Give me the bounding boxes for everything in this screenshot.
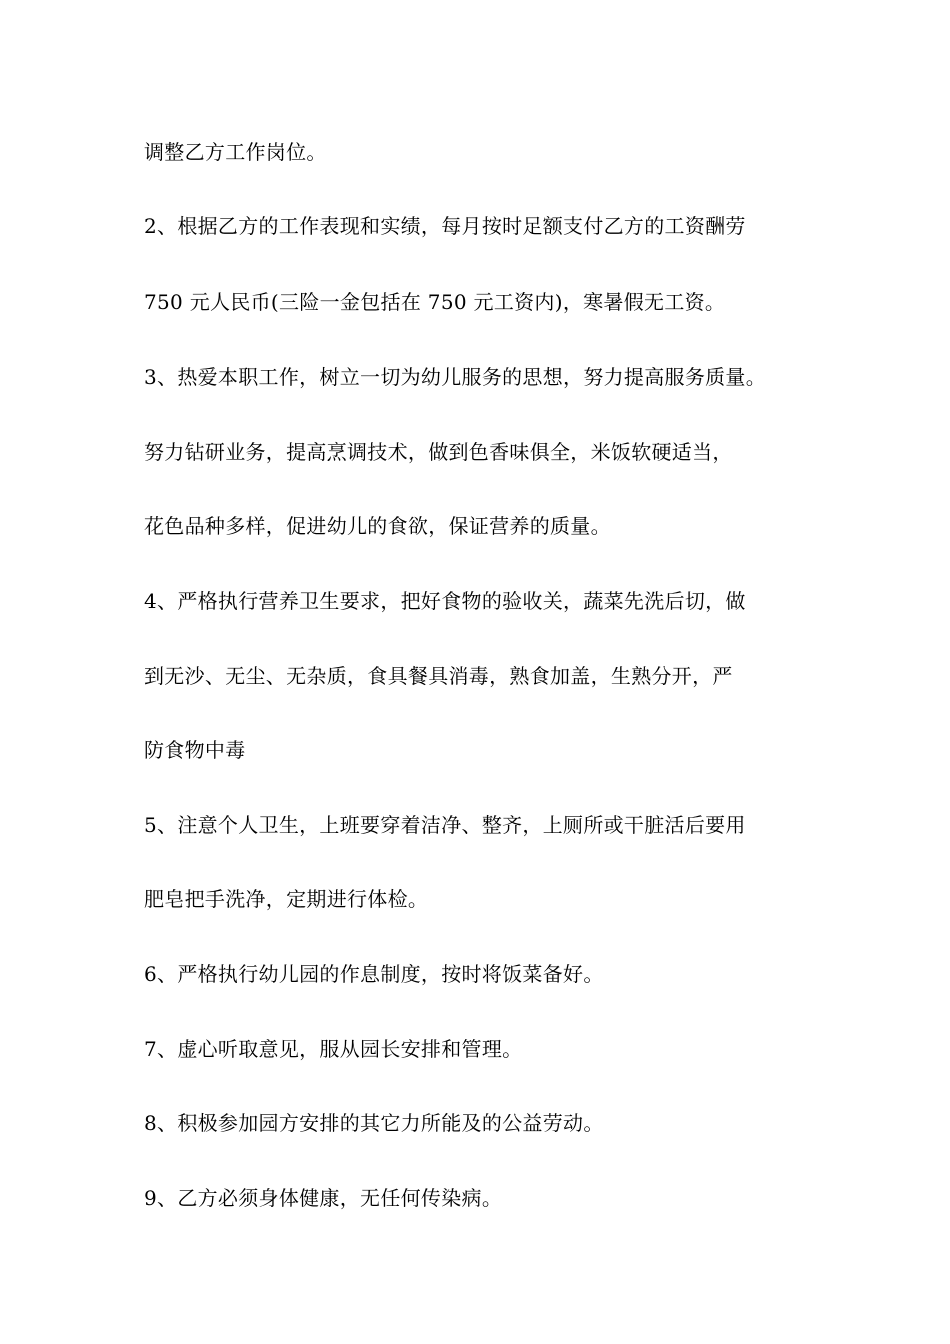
text-line: 努力钻研业务，提高烹调技术，做到色香味俱全，米饭软硬适当，	[144, 440, 733, 464]
text-line: 2、根据乙方的工作表现和实绩，每月按时足额支付乙方的工资酬劳	[144, 214, 746, 238]
text-line: 9、乙方必须身体健康，无任何传染病。	[144, 1186, 503, 1210]
text-line: 4、严格执行营养卫生要求，把好食物的验收关，蔬菜先洗后切，做	[144, 589, 746, 613]
text-line: 7、虚心听取意见，服从园长安排和管理。	[144, 1037, 523, 1061]
text-line: 6、严格执行幼儿园的作息制度，按时将饭菜备好。	[144, 962, 604, 986]
text-line: 到无沙、无尘、无杂质，食具餐具消毒，熟食加盖，生熟分开，严	[144, 664, 733, 688]
text-line: 防食物中毒	[144, 738, 246, 762]
text-line: 750 元人民币(三险一金包括在 750 元工资内)，寒暑假无工资。	[144, 290, 726, 314]
text-line: 5、注意个人卫生，上班要穿着洁净、整齐，上厕所或干脏活后要用	[144, 813, 746, 837]
text-line: 8、积极参加园方安排的其它力所能及的公益劳动。	[144, 1111, 604, 1135]
text-line: 肥皂把手洗净，定期进行体检。	[144, 887, 429, 911]
text-line: 3、热爱本职工作，树立一切为幼儿服务的思想，努力提高服务质量。	[144, 365, 767, 389]
text-line: 调整乙方工作岗位。	[144, 140, 327, 164]
text-line: 花色品种多样，促进幼儿的食欲，保证营养的质量。	[144, 514, 611, 538]
